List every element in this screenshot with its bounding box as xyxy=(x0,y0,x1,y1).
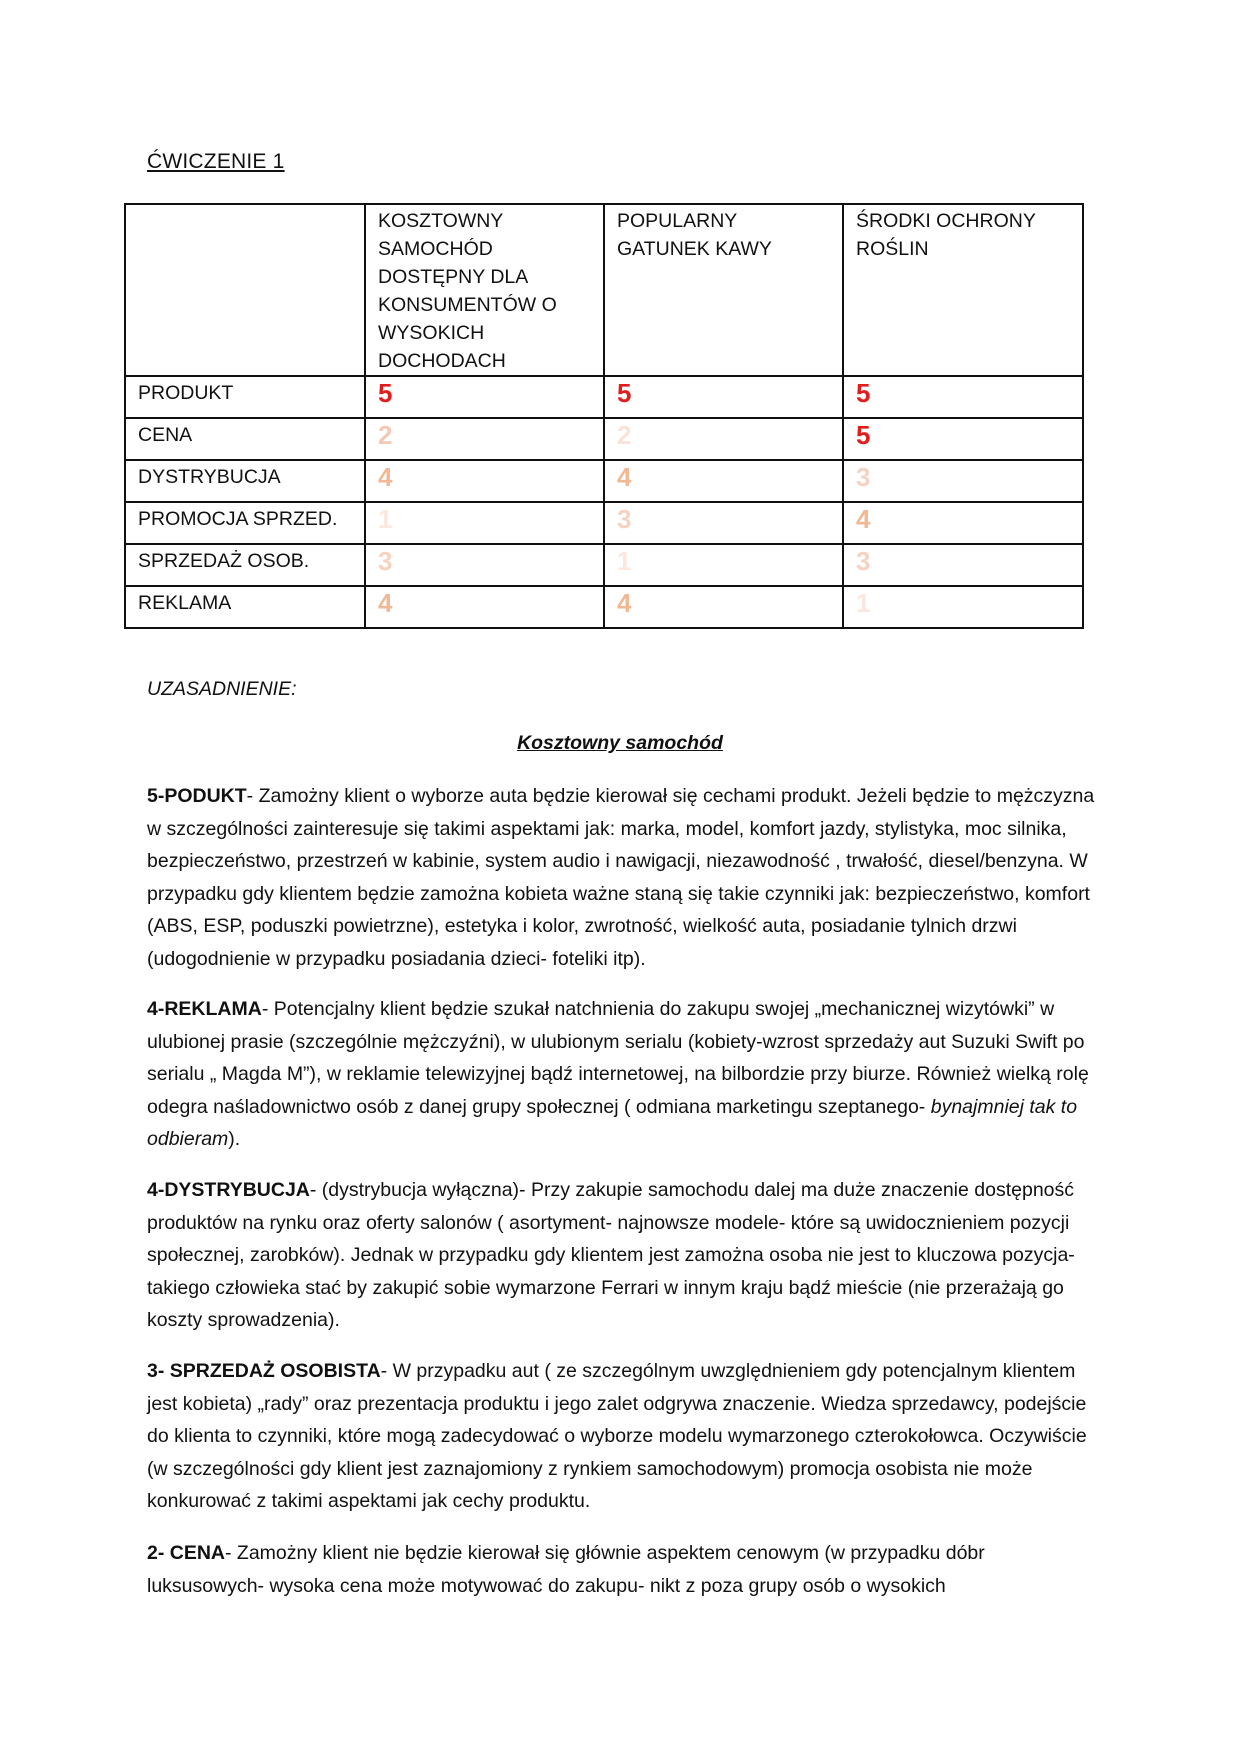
paragraph-text: - (dystrybucja wyłączna)- Przy zakupie samochodu dalej ma duże znaczenie dostępność produktów na rynku oraz oferty salonów ( asortyment- najnowsze modele- które są uwidocznieniem pozycji społecznej, zarobków). Jednak w przypadku gdy klientem jest zamożna osoba nie jest to kluczowa pozycja- takiego człowieka stać by zakupić sobie wymarzone Ferrari w innym kraju bądź mieście (nie przerażają go koszty sprowadzenia). xyxy=(147,1179,1075,1331)
table-row xyxy=(125,544,1083,586)
row-label: PRODUKT xyxy=(125,376,365,418)
score-cell: 5 xyxy=(843,418,1083,460)
score-cell: 4 xyxy=(843,502,1083,544)
score-cell: 1 xyxy=(365,502,604,544)
section-subheading: Kosztowny samochód xyxy=(517,732,723,754)
score-cell: 2 xyxy=(604,418,843,460)
paragraph-lead: 2- CENA xyxy=(147,1542,226,1564)
paragraph-produkt xyxy=(147,780,1097,975)
paragraph-lead: 5-PODUKT xyxy=(147,785,247,807)
table-row xyxy=(125,460,1083,502)
paragraph-dystrybucja xyxy=(147,1174,1097,1337)
scores-table xyxy=(124,203,1084,629)
table-row xyxy=(125,586,1083,628)
paragraph-sprzedaz-osobista xyxy=(147,1355,1097,1518)
score-cell: 4 xyxy=(604,460,843,502)
score-cell: 3 xyxy=(843,544,1083,586)
paragraph-lead: 4-DYSTRYBUCJA xyxy=(147,1179,310,1201)
score-cell: 1 xyxy=(604,544,843,586)
score-cell: 3 xyxy=(843,460,1083,502)
score-cell: 5 xyxy=(843,376,1083,418)
score-cell: 4 xyxy=(365,586,604,628)
paragraph-text: - Zamożny klient o wyborze auta będzie kierował się cechami produkt. Jeżeli będzie to mężczyzna w szczególności zainteresuje się takimi aspektami jak: marka, model, komfort jazdy, stylistyka, moc silnika, bezpieczeństwo, przestrzeń w kabinie, system audio i nawigacji, niezawodność , trwałość, diesel/benzyna. W przypadku gdy klientem będzie zamożna kobieta ważne staną się takie czynniki jak: bezpieczeństwo, komfort (ABS, ESP, poduszki powietrzne), estetyka i kolor, zwrotność, wielkość auta, posiadanie tylnich drzwi (udogodnienie w przypadku posiadania dzieci- foteliki itp). xyxy=(147,785,1095,970)
score-cell: 3 xyxy=(365,544,604,586)
score-cell: 5 xyxy=(365,376,604,418)
row-label: CENA xyxy=(125,418,365,460)
paragraph-cena xyxy=(147,1537,1097,1602)
score-cell: 4 xyxy=(365,460,604,502)
paragraph-italic: bynajmniej tak to odbieram xyxy=(147,1095,1078,1150)
column-header: POPULARNY GATUNEK KAWY xyxy=(604,204,843,376)
table-row xyxy=(125,418,1083,460)
row-label: PROMOCJA SPRZED. xyxy=(125,502,365,544)
table-row xyxy=(125,502,1083,544)
paragraph-text: - Potencjalny klient będzie szukał natchnienia do zakupu swojej „mechanicznej wizytówki” w ulubionej prasie (szczególnie mężczyźni), w ulubionym serialu (kobiety-wzrost sprzedaży aut Suzuki Swift po serialu „ Magda M”), w reklamie telewizyjnej bądź internetowej, na bilbordzie przy biurze. Również wielką rolę odegra naśladownictwo osób z danej grupy społecznej ( odmiana marketingu szeptanego- xyxy=(147,998,1089,1118)
score-cell: 3 xyxy=(604,502,843,544)
justification-heading: UZASADNIENIE: xyxy=(147,678,297,700)
exercise-title: ĆWICZENIE 1 xyxy=(147,150,285,173)
score-cell: 4 xyxy=(604,586,843,628)
row-label: REKLAMA xyxy=(125,586,365,628)
table-row xyxy=(125,376,1083,418)
column-header: KOSZTOWNY SAMOCHÓD DOSTĘPNY DLA KONSUMENTÓW O WYSOKICH DOCHODACH xyxy=(365,204,604,376)
paragraph-tail: ). xyxy=(228,1128,241,1150)
paragraph-lead: 4-REKLAMA xyxy=(147,998,262,1020)
paragraph-text: - Zamożny klient nie będzie kierował się głównie aspektem cenowym (w przypadku dóbr luksusowych- wysoka cena może motywować do zakupu- nikt z poza grupy osób o wysokich xyxy=(147,1542,985,1597)
table-header-row xyxy=(125,204,1083,376)
score-cell: 1 xyxy=(843,586,1083,628)
table-corner-cell xyxy=(125,204,365,376)
paragraph-lead: 3- SPRZEDAŻ OSOBISTA xyxy=(147,1360,381,1382)
row-label: SPRZEDAŻ OSOB. xyxy=(125,544,365,586)
paragraph-reklama xyxy=(147,993,1097,1156)
score-cell: 5 xyxy=(604,376,843,418)
paragraph-text: - W przypadku aut ( ze szczególnym uwzględnieniem gdy potencjalnym klientem jest kobieta) „rady” oraz prezentacja produktu i jego zalet odgrywa znaczenie. Wiedza sprzedawcy, podejście do klienta to czynniki, które mogą zadecydować o wyborze modelu wymarzonego czterokołowca. Oczywiście (w szczególności gdy klient jest zaznajomiony z rynkiem samochodowym) promocja osobista nie może konkurować z takimi aspektami jak cechy produktu. xyxy=(147,1360,1087,1512)
score-cell: 2 xyxy=(365,418,604,460)
column-header: ŚRODKI OCHRONY ROŚLIN xyxy=(843,204,1083,376)
row-label: DYSTRYBUCJA xyxy=(125,460,365,502)
